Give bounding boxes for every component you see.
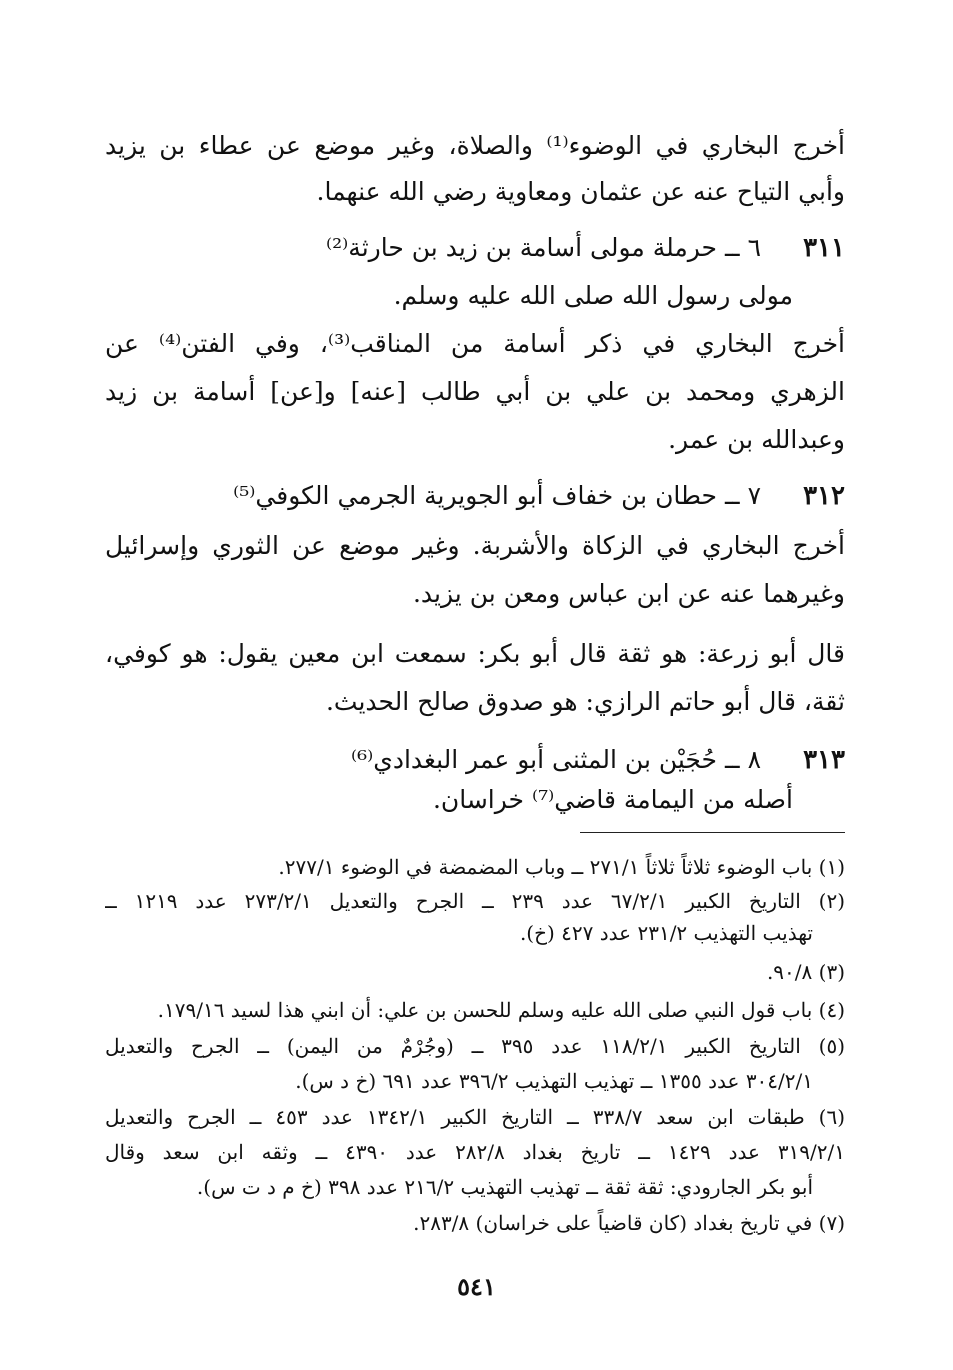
entry-number: ٣١٣ xyxy=(803,745,845,775)
entry-title: ٧ ــ حطان بن خفاف أبو الجويرية الجرمي الكوفي⁽⁵⁾ xyxy=(233,481,761,510)
entry-title: ٦ ــ حرملة مولى أسامة بن زيد بن حارثة⁽²⁾ xyxy=(326,233,761,262)
entry-title: ٨ ــ حُجَيْن بن المثنى أبو عمر البغدادي⁽⁶⁾ xyxy=(350,745,761,774)
body-line: أخرج البخاري في الزكاة والأشربة. وغير موضع عن الثوري وإسرائيل xyxy=(105,531,845,560)
footnote: (٧) في تاريخ بغداد (كان قاضياً على خراسان) ٢٨٣/٨. xyxy=(413,1211,845,1235)
body-line: وأبي التياح عنه عن عثمان ومعاوية رضي الله عنهما. xyxy=(316,177,845,206)
page-number: ٥٤١ xyxy=(457,1272,496,1301)
footnote: ٣٠٤/٢/١ عدد ١٣٥٥ ــ تهذيب التهذيب ٣٩٦/٢ عدد ٦٩١ (خ د س). xyxy=(295,1069,813,1093)
footnote: (٥) التاريخ الكبير ١١٨/٢/١ عدد ٣٩٥ ــ (وجُرْمٌ من اليمن) ــ الجرح والتعديل xyxy=(105,1034,845,1058)
body-line: أخرج البخاري في ذكر أسامة من المناقب⁽³⁾، وفي الفتن⁽⁴⁾ عن xyxy=(105,329,845,358)
footnote: تهذيب التهذيب ٢٣١/٢ عدد ٤٢٧ (خ). xyxy=(519,921,813,945)
body-line: الزهري ومحمد بن علي بن أبي طالب [عنه] و[عن] أسامة بن زيد xyxy=(105,377,845,406)
footnote: (٢) التاريخ الكبير ٦٧/٢/١ عدد ٢٣٩ ــ الجرح والتعديل ٢٧٣/٢/١ عدد ١٢١٩ ــ xyxy=(105,889,845,913)
footnote: (٣) ٩٠/٨. xyxy=(766,960,845,984)
entry-number: ٣١١ xyxy=(803,233,845,263)
body-line: ثقة، قال أبو حاتم الرازي: هو صدوق صالح الحديث. xyxy=(325,687,845,716)
footnote: (٤) باب قول النبي صلى الله عليه وسلم للحسن بن علي: أن ابني هذا لسيد ١٧٩/١٦. xyxy=(157,998,845,1022)
body-line: وغيرهما عنه عن ابن عباس ومعن بن يزيد. xyxy=(412,579,845,608)
footnote: ٣١٩/٢/١ عدد ١٤٢٩ ــ تاريخ بغداد ٢٨٢/٨ عدد ٤٣٩٠ ــ وثقه ابن سعد وقال xyxy=(105,1140,845,1164)
body-line: أصله من اليمامة قاضي⁽⁷⁾ خراسان. xyxy=(432,785,793,814)
footnote: أبو بكر الجارودي: ثقة ثقة ــ تهذيب التهذيب ٢١٦/٢ عدد ٣٩٨ (خ م د ت س). xyxy=(196,1175,813,1199)
entry-number: ٣١٢ xyxy=(803,481,845,511)
body-line: مولى رسول الله صلى الله عليه وسلم. xyxy=(393,281,793,310)
footnote: (٦) طبقات ابن سعد ٣٣٨/٧ ــ التاريخ الكبير ١٣٤٢/١ عدد ٤٥٣ ــ الجرح والتعديل xyxy=(105,1105,845,1129)
body-line: وعبدالله بن عمر. xyxy=(668,425,845,454)
body-line: أخرج البخاري في الوضوء⁽¹⁾ والصلاة، وغير موضع عن عطاء بن يزيد xyxy=(105,131,845,160)
footnote: (١) باب الوضوء ثلاثاً ثلاثاً ٢٧١/١ ــ وباب المضمضة في الوضوء ٢٧٧/١. xyxy=(278,855,845,879)
body-line: قال أبو زرعة: هو ثقة قال أبو بكر: سمعت ابن معين يقول: هو كوفي، xyxy=(105,639,845,668)
footnote-separator xyxy=(580,832,845,833)
